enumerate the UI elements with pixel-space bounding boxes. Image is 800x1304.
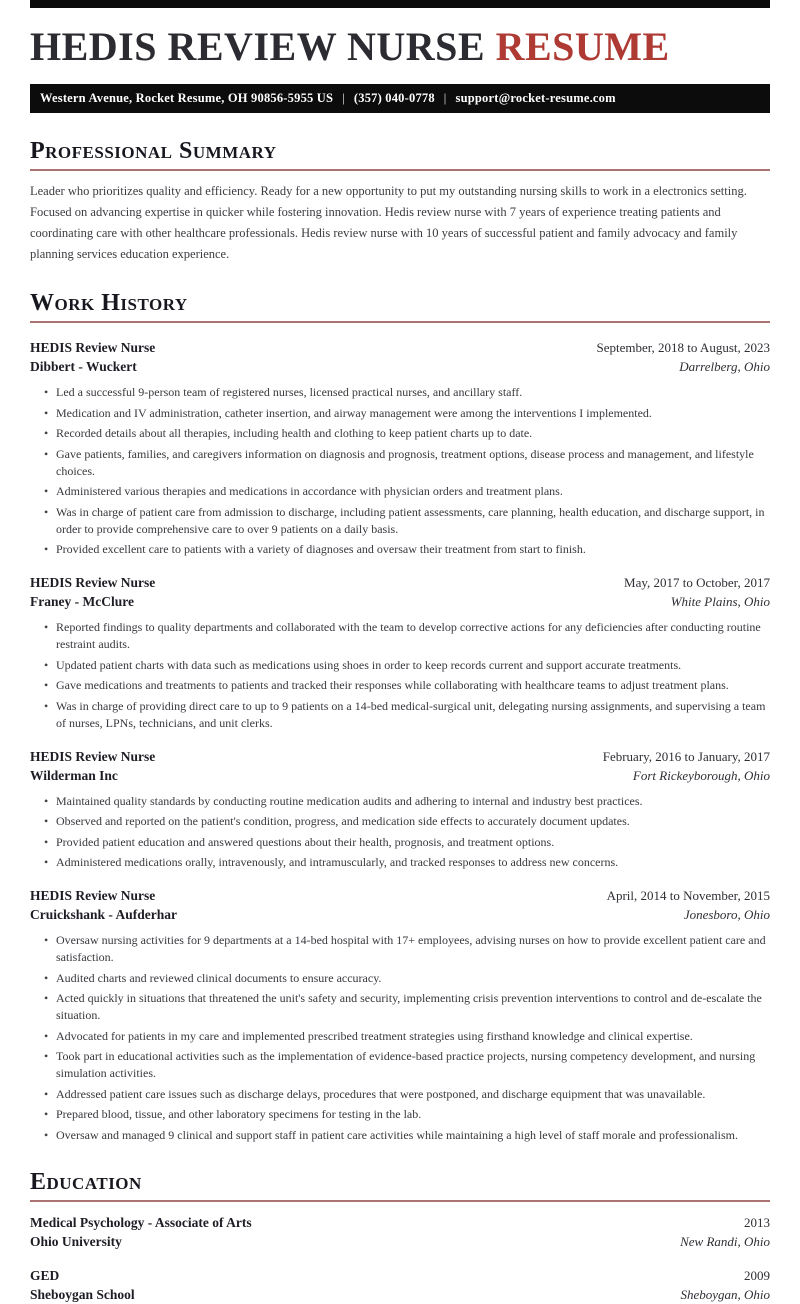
job-title-row: [30, 748, 770, 766]
education-year: 2009: [744, 1267, 770, 1283]
job-bullet-list: [30, 793, 770, 872]
top-bar: [30, 0, 770, 8]
job-bullet: • Was in charge of providing direct care to up to 9 patients on a 14-bed medical-surgical unit, delegating nursing assignments, and supervising a team of nurses, LPNs, technicians, and unit clerks.: [44, 698, 770, 732]
section-professional-summary: [30, 138, 770, 265]
job-company-row: [30, 358, 770, 376]
job-title-row: [30, 339, 770, 357]
job-bullet-list: [30, 619, 770, 732]
job-company-row: [30, 767, 770, 785]
job-bullet: • Advocated for patients in my care and implemented prescribed treatment strategies using firsthand knowledge and clinical expertise.: [44, 1028, 770, 1045]
job-bullet: • Audited charts and reviewed clinical documents to ensure accuracy.: [44, 970, 770, 987]
section-divider: [30, 169, 770, 171]
contact-separator: |: [443, 91, 447, 105]
job-bullet: • Medication and IV administration, catheter insertion, and airway management were among the interventions I implemented.: [44, 405, 770, 422]
page-title: [30, 25, 770, 69]
job-company: Wilderman Inc: [30, 767, 118, 783]
job-company-row: [30, 593, 770, 611]
job-entry: [30, 339, 770, 558]
contact-address: Western Avenue, Rocket Resume, OH 90856-5955 US: [40, 91, 334, 105]
contact-bar: [30, 84, 770, 113]
job-entry: [30, 574, 770, 732]
job-entry: [30, 887, 770, 1144]
job-bullet: • Acted quickly in situations that threatened the unit's safety and security, implementing crisis prevention interventions to control and de-escalate the situation.: [44, 990, 770, 1024]
job-bullet: • Recorded details about all therapies, including health and clothing to keep patient charts up to date.: [44, 425, 770, 442]
job-bullet-list: [30, 384, 770, 558]
section-divider: [30, 1200, 770, 1202]
education-school-row: [30, 1233, 770, 1251]
job-bullet: • Observed and reported on the patient's condition, progress, and medication side effects to accurately document updates.: [44, 813, 770, 830]
job-title-row: [30, 887, 770, 905]
contact-separator: |: [342, 91, 345, 105]
job-bullet: • Took part in educational activities such as the implementation of evidence-based practice projects, nursing competency development, and nursing simulation activities.: [44, 1048, 770, 1082]
page-title-main: HEDIS REVIEW NURSE: [30, 24, 486, 69]
job-bullet: • Administered various therapies and medications in accordance with physician orders and treatment plans.: [44, 483, 770, 500]
job-company: Franey - McClure: [30, 594, 134, 609]
job-title: HEDIS Review Nurse: [30, 575, 156, 590]
job-bullet: • Was in charge of patient care from admission to discharge, including patient assessments, care planning, health education, and discharge support, in order to provide comprehensive care to over 9 patients on a daily basis.: [44, 504, 770, 538]
education-degree: GED: [30, 1267, 60, 1283]
job-company-row: [30, 906, 770, 924]
job-bullet: • Prepared blood, tissue, and other laboratory specimens for testing in the lab.: [44, 1106, 770, 1123]
education-school: Ohio University: [30, 1233, 122, 1249]
section-divider: [30, 321, 770, 323]
job-bullet: • Gave medications and treatments to patients and tracked their responses while collaborating with healthcare teams to adjust treatment plans.: [44, 677, 770, 694]
page-title-accent: RESUME: [495, 24, 670, 69]
work-history-heading: Work History: [30, 290, 188, 316]
job-entry: [30, 748, 770, 872]
job-company: Dibbert - Wuckert: [30, 359, 137, 374]
education-degree: Medical Psychology - Associate of Arts: [30, 1214, 252, 1230]
job-bullet: • Maintained quality standards by conducting routine medication audits and adhering to internal and industry best practices.: [44, 793, 770, 810]
job-title: HEDIS Review Nurse: [30, 748, 156, 764]
summary-heading: Professional Summary: [30, 138, 277, 164]
job-dates: April, 2014 to November, 2015: [606, 888, 770, 903]
job-title: HEDIS Review Nurse: [30, 340, 156, 355]
section-education: [30, 1169, 770, 1304]
contact-phone: (357) 040-0778: [353, 91, 435, 105]
job-title-row: [30, 574, 770, 592]
education-degree-row: [30, 1214, 770, 1232]
education-school: Sheboygan School: [30, 1286, 135, 1302]
job-bullet: • Provided excellent care to patients with a variety of diagnoses and oversaw their treatment from start to finish.: [44, 541, 770, 558]
job-location: White Plains, Ohio: [670, 594, 770, 609]
job-dates: May, 2017 to October, 2017: [624, 575, 770, 590]
job-bullet: • Reported findings to quality departments and collaborated with the team to develop corrective actions for any deficiencies after conducting routine restraint audits.: [44, 619, 770, 653]
job-bullet: • Oversaw nursing activities for 9 departments at a 14-bed hospital with 17+ employees, advising nurses on how to provide excellent patient care and satisfaction.: [44, 932, 770, 966]
education-year: 2013: [744, 1214, 770, 1230]
education-school-row: [30, 1286, 770, 1304]
education-heading: Education: [30, 1168, 142, 1195]
job-bullet: • Updated patient charts with data such as medications using shoes in order to keep records current and support accurate treatments.: [44, 657, 770, 674]
education-location: New Randi, Ohio: [680, 1233, 770, 1249]
job-bullet: • Provided patient education and answered questions about their health, prognosis, and treatment options.: [44, 834, 770, 851]
education-degree-row: [30, 1267, 770, 1285]
job-title: HEDIS Review Nurse: [30, 888, 156, 903]
section-work-history: [30, 290, 770, 1144]
summary-text: Leader who prioritizes quality and efficiency. Ready for a new opportunity to put my outstanding nursing skills to work in a electronics setting. Focused on advancing expertise in quicker while fostering innovation. Hedis review nurse with 7 years of experience treating patients and coordinating care with other healthcare professionals. Hedis review nurse with 10 years of successful patient and family advocacy and family planning services education experience.: [30, 184, 747, 261]
job-bullet: • Addressed patient care issues such as discharge delays, procedures that were postponed, and discharge equipment that was unavailable.: [44, 1086, 770, 1103]
job-bullet: • Led a successful 9-person team of registered nurses, licensed practical nurses, and ancillary staff.: [44, 384, 770, 401]
job-bullet: • Oversaw and managed 9 clinical and support staff in patient care activities while maintaining a high level of staff morale and professionalism.: [44, 1127, 770, 1144]
job-bullet: • Gave patients, families, and caregivers information on diagnosis and prognosis, treatment options, disease process and management, and lifestyle choices.: [44, 446, 770, 480]
job-location: Jonesboro, Ohio: [683, 907, 770, 922]
job-bullet-list: [30, 932, 770, 1144]
education-entry: [30, 1267, 770, 1304]
contact-email: support@rocket-resume.com: [455, 91, 616, 105]
job-bullet: • Administered medications orally, intravenously, and intramuscularly, and tracked responses to address new concerns.: [44, 854, 770, 871]
job-location: Fort Rickeyborough, Ohio: [632, 767, 770, 783]
job-company: Cruickshank - Aufderhar: [30, 907, 178, 922]
job-dates: February, 2016 to January, 2017: [602, 748, 770, 764]
education-entry: [30, 1214, 770, 1251]
job-dates: September, 2018 to August, 2023: [596, 340, 770, 355]
education-location: Sheboygan, Ohio: [680, 1286, 770, 1302]
job-location: Darrelberg, Ohio: [679, 359, 770, 374]
